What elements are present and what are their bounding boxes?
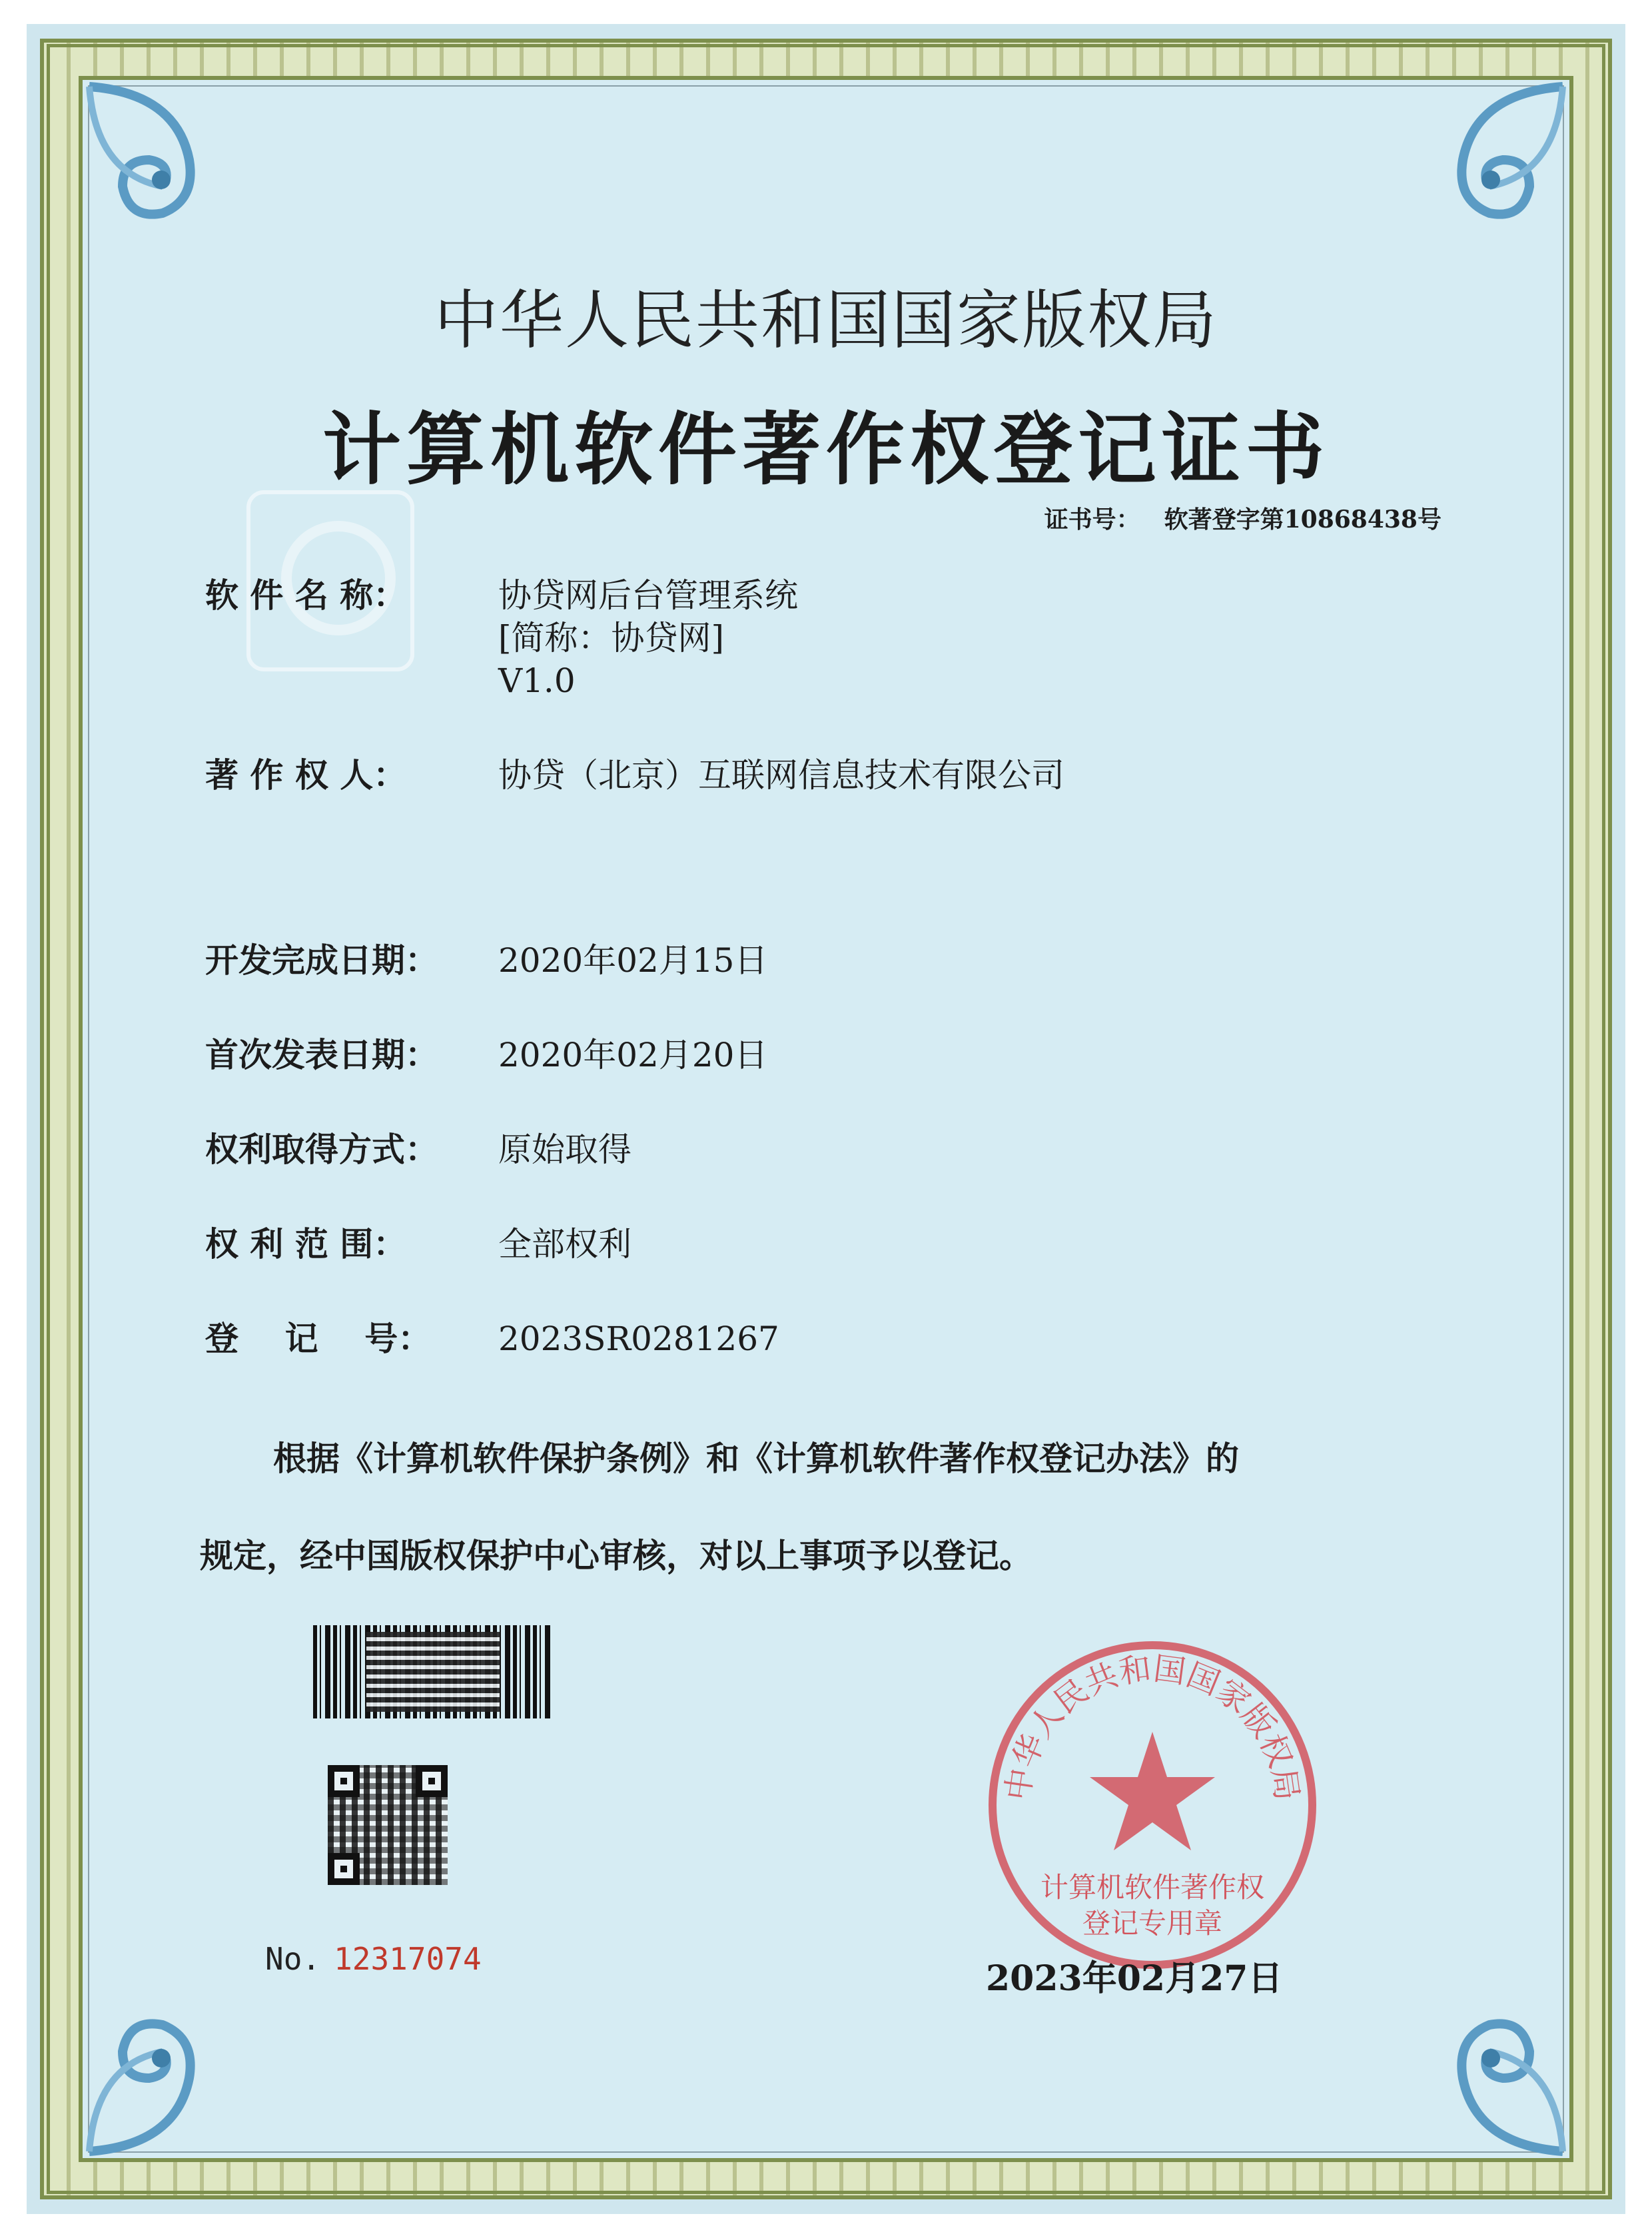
statement-line-2: 规定，经中国版权保护中心审核，对以上事项予以登记。 [200, 1536, 1032, 1575]
field-label: 著 作 权 人： [205, 755, 407, 795]
field-copyright-holder [205, 754, 1064, 797]
serial-number-value: 12317074 [334, 1941, 482, 1977]
corner-ornament-icon [83, 80, 302, 300]
field-value: 原始取得 [498, 1130, 631, 1169]
software-version-line: V1.0 [498, 661, 576, 700]
barcode-icon [313, 1625, 553, 1718]
field-rights-scope [205, 1223, 631, 1266]
field-label: 软 件 名 称： [205, 575, 407, 615]
field-value [498, 574, 798, 702]
field-first-publication-date [205, 1034, 768, 1076]
issue-date: 2023年02月27日 [986, 1958, 1283, 1999]
field-value: 协贷（北京）互联网信息技术有限公司 [498, 756, 1064, 795]
field-label: 开发完成日期： [205, 940, 438, 980]
field-value: 2023SR0281267 [498, 1319, 779, 1358]
field-label: 登 记 号： [205, 1319, 432, 1358]
field-label: 权 利 范 围： [205, 1224, 407, 1264]
field-label: 权利取得方式： [205, 1130, 438, 1169]
certificate-number [1044, 501, 1442, 535]
field-registration-number [205, 1317, 779, 1360]
official-seal-icon [979, 1632, 1326, 1978]
field-label: 首次发表日期： [205, 1035, 438, 1074]
field-development-completion-date [205, 939, 768, 982]
software-name-line: 协贷网后台管理系统 [498, 576, 798, 615]
seal-line-2: 登记专用章 [1082, 1907, 1223, 1940]
corner-ornament-icon [1350, 80, 1569, 300]
seal-line-1: 计算机软件著作权 [1040, 1871, 1265, 1904]
statement-line-1: 根据《计算机软件保护条例》和《计算机软件著作权登记办法》的 [273, 1439, 1239, 1478]
qr-code-icon [328, 1765, 448, 1885]
field-value: 2020年02月20日 [498, 1036, 768, 1074]
serial-number-label: No. [265, 1941, 321, 1977]
field-rights-acquisition-method [205, 1128, 631, 1171]
seal-ring-text: 中华人民共和国国家版权局 [999, 1650, 1306, 1803]
software-short-name-line: [简称：协贷网] [498, 619, 725, 657]
issuing-authority: 中华人民共和国国家版权局 [434, 283, 1218, 358]
corner-ornament-icon [1350, 1938, 1569, 2158]
field-software-name [205, 574, 798, 702]
certificate-number-label: 证书号： [1044, 506, 1140, 534]
certificate-number-value: 软著登字第10868438号 [1164, 506, 1442, 534]
serial-number [265, 1941, 482, 1977]
field-value: 2020年02月15日 [498, 941, 768, 980]
certificate-title: 计算机软件著作权登记证书 [322, 404, 1330, 496]
field-value: 全部权利 [498, 1225, 631, 1264]
